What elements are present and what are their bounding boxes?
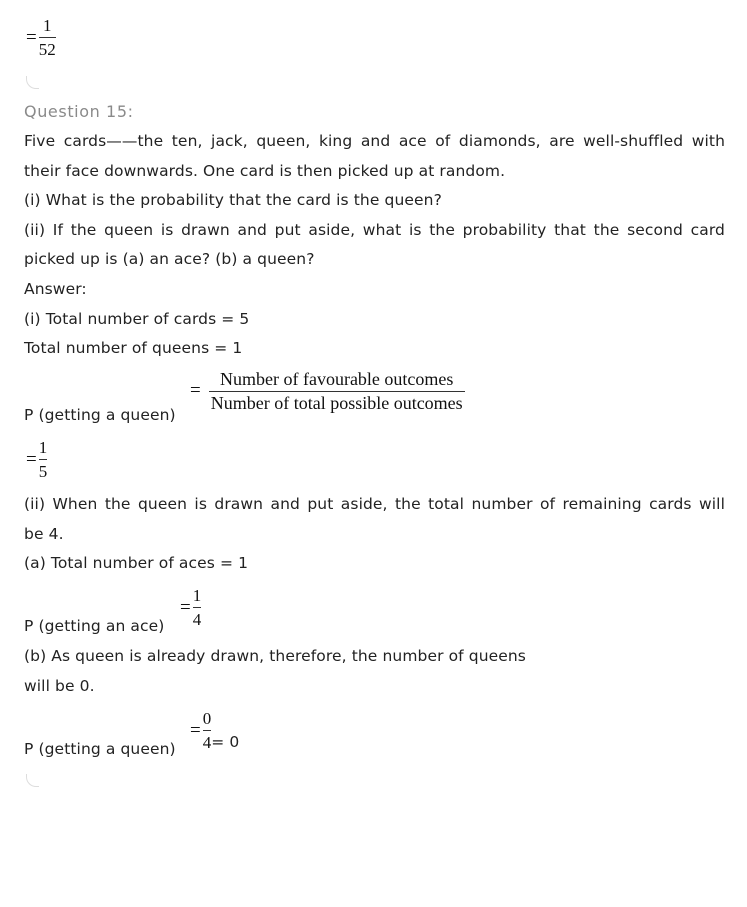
formula-numerator: Number of favourable outcomes [219, 369, 454, 389]
denominator: 4 [202, 733, 212, 752]
fraction-bar [39, 37, 56, 38]
numerator: 1 [42, 16, 52, 35]
denominator: 52 [38, 40, 56, 59]
formula-denominator: Number of total possible outcomes [210, 393, 463, 413]
fraction-stack [203, 709, 212, 752]
question-line-2: their face downwards. One card is then picked up at random. [24, 162, 506, 180]
question-line-3: (i) What is the probability that the card is the queen? [24, 191, 442, 209]
equals-sign: = [190, 719, 201, 741]
total-cards-line: (i) Total number of cards = 5 [24, 310, 250, 328]
p-queen-b-label: P (getting a queen) [24, 740, 176, 758]
numerator: 1 [192, 586, 202, 605]
equals-sign: = [26, 26, 37, 48]
question-line-5: picked up is (a) an ace? (b) a queen? [24, 250, 315, 268]
result-equals-zero: = 0 [211, 733, 240, 751]
corner-mark-icon [26, 774, 39, 787]
equals-sign: = [180, 596, 191, 618]
total-queens-line: Total number of queens = 1 [24, 339, 243, 357]
fraction-bar [193, 607, 202, 608]
fraction-bar [209, 391, 465, 392]
corner-mark-icon [26, 76, 39, 89]
p-ace-label: P (getting an ace) [24, 617, 165, 635]
question-line-1: Five cards——the ten, jack, queen, king and ace of diamonds, are well-shuffled with [24, 132, 725, 150]
fraction-zero-over-four [190, 709, 239, 752]
part-b-line-2: will be 0. [24, 677, 95, 695]
question-line-4: (ii) If the queen is drawn and put aside, what is the probability that the second card [24, 221, 725, 239]
fraction-bar [203, 730, 212, 731]
fraction-stack [39, 16, 56, 59]
fraction-stack [39, 438, 48, 481]
numerator: 0 [202, 709, 212, 728]
question-heading: Question 15: [24, 102, 134, 121]
p-queen-label: P (getting a queen) [24, 406, 176, 424]
numerator: 1 [38, 438, 48, 457]
probability-formula [190, 370, 465, 413]
equals-sign: = [190, 380, 201, 401]
fraction-one-over-fifty-two [26, 16, 56, 59]
denominator: 5 [38, 462, 48, 481]
part-ii-line-2: be 4. [24, 525, 64, 543]
aces-total-line: (a) Total number of aces = 1 [24, 554, 249, 572]
fraction-one-over-four [180, 586, 201, 629]
fraction-stack [193, 586, 202, 629]
answer-label: Answer: [24, 280, 87, 298]
part-b-line-1: (b) As queen is already drawn, therefore, the number of queens [24, 647, 526, 665]
denominator: 4 [192, 610, 202, 629]
formula-stack [209, 370, 465, 413]
equals-sign: = [26, 448, 37, 470]
part-ii-line-1: (ii) When the queen is drawn and put aside, the total number of remaining cards will [24, 495, 725, 513]
fraction-one-over-five [26, 438, 47, 481]
fraction-bar [39, 459, 48, 460]
